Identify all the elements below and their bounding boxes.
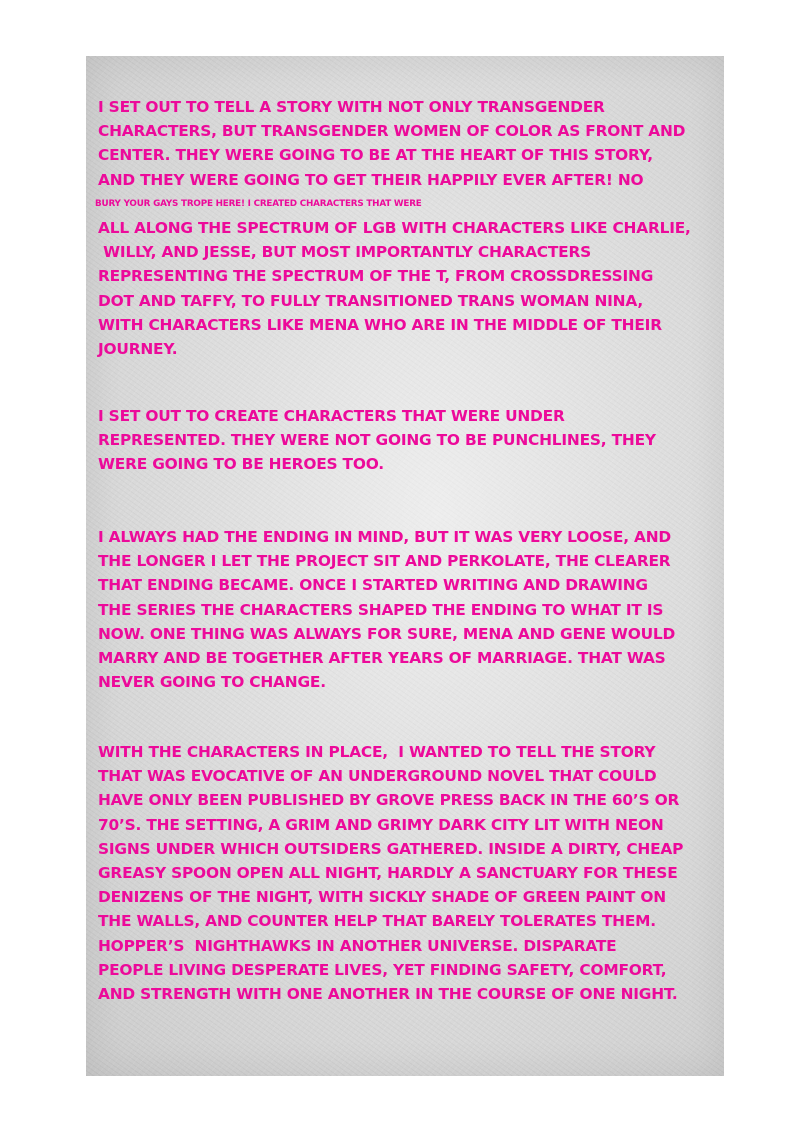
paragraph-line: DENIZENS OF THE NIGHT, WITH SICKLY SHADE OF GREEN PAINT ON bbox=[98, 888, 666, 907]
paragraph-line: GREASY SPOON OPEN ALL NIGHT, HARDLY A SANCTUARY FOR THESE bbox=[98, 864, 678, 883]
paragraph-line: NEVER GOING TO CHANGE. bbox=[98, 673, 326, 692]
paragraph-line: WILLY, AND JESSE, BUT MOST IMPORTANTLY CHARACTERS bbox=[98, 243, 592, 262]
paragraph-line: THE WALLS, AND COUNTER HELP THAT BARELY TOLERATES THEM. bbox=[98, 912, 656, 931]
paragraph-line: AND THEY WERE GOING TO GET THEIR HAPPILY EVER AFTER! NO bbox=[98, 170, 644, 189]
paragraph-line: THE LONGER I LET THE PROJECT SIT AND PERKOLATE, THE CLEARER bbox=[98, 552, 671, 571]
paragraph-line: MARRY AND BE TOGETHER AFTER YEARS OF MARRIAGE. THAT WAS bbox=[98, 649, 666, 668]
paragraph-line: WITH CHARACTERS LIKE MENA WHO ARE IN THE MIDDLE OF THEIR bbox=[98, 315, 662, 334]
paragraph-line: HAVE ONLY BEEN PUBLISHED BY GROVE PRESS BACK IN THE 60’S OR bbox=[98, 791, 680, 810]
paragraph-4 bbox=[98, 740, 718, 1006]
paragraph-line: SIGNS UNDER WHICH OUTSIDERS GATHERED. INSIDE A DIRTY, CHEAP bbox=[98, 839, 684, 858]
paragraph-line: JOURNEY. bbox=[98, 340, 178, 359]
paragraph-line: REPRESENTING THE SPECTRUM OF THE T, FROM CROSSDRESSING bbox=[98, 267, 654, 286]
paragraph-line: AND STRENGTH WITH ONE ANOTHER IN THE COURSE OF ONE NIGHT. bbox=[98, 985, 678, 1004]
paragraph-line: I SET OUT TO TELL A STORY WITH NOT ONLY TRANSGENDER bbox=[98, 98, 605, 116]
paragraph-line: WITH THE CHARACTERS IN PLACE, I WANTED TO TELL THE STORY bbox=[98, 743, 656, 761]
paragraph-line: REPRESENTED. THEY WERE NOT GOING TO BE PUNCHLINES, THEY bbox=[98, 431, 656, 450]
paragraph-line: HOPPER’S NIGHTHAWKS IN ANOTHER UNIVERSE. DISPARATE bbox=[98, 936, 617, 955]
paragraph-line: THE SERIES THE CHARACTERS SHAPED THE ENDING TO WHAT IT IS bbox=[98, 600, 664, 619]
paragraph-line: DOT AND TAFFY, TO FULLY TRANSITIONED TRANS WOMAN NINA, bbox=[98, 291, 643, 310]
paragraph-1 bbox=[95, 95, 718, 361]
paragraph-line: BURY YOUR GAYS TROPE HERE! I CREATED CHARACTERS THAT WERE bbox=[95, 198, 422, 209]
paragraph-2 bbox=[98, 404, 718, 477]
paragraph-3 bbox=[98, 525, 718, 694]
paragraph-line: NOW. ONE THING WAS ALWAYS FOR SURE, MENA AND GENE WOULD bbox=[98, 624, 676, 643]
paragraph-line: CENTER. THEY WERE GOING TO BE AT THE HEART OF THIS STORY, bbox=[98, 146, 653, 165]
paragraph-line: WERE GOING TO BE HEROES TOO. bbox=[98, 455, 384, 474]
paragraph-line: 70’S. THE SETTING, A GRIM AND GRIMY DARK CITY LIT WITH NEON bbox=[98, 815, 664, 834]
paragraph-line: CHARACTERS, BUT TRANSGENDER WOMEN OF COLOR AS FRONT AND bbox=[98, 122, 686, 141]
paragraph-line: ALL ALONG THE SPECTRUM OF LGB WITH CHARACTERS LIKE CHARLIE, bbox=[98, 219, 691, 238]
paragraph-line: THAT WAS EVOCATIVE OF AN UNDERGROUND NOVEL THAT COULD bbox=[98, 767, 657, 786]
paragraph-line: I SET OUT TO CREATE CHARACTERS THAT WERE UNDER bbox=[98, 407, 565, 425]
paragraph-line: THAT ENDING BECAME. ONCE I STARTED WRITING AND DRAWING bbox=[98, 576, 648, 595]
paragraph-line: PEOPLE LIVING DESPERATE LIVES, YET FINDING SAFETY, COMFORT, bbox=[98, 960, 667, 979]
paragraph-line: I ALWAYS HAD THE ENDING IN MIND, BUT IT WAS VERY LOOSE, AND bbox=[98, 528, 671, 546]
